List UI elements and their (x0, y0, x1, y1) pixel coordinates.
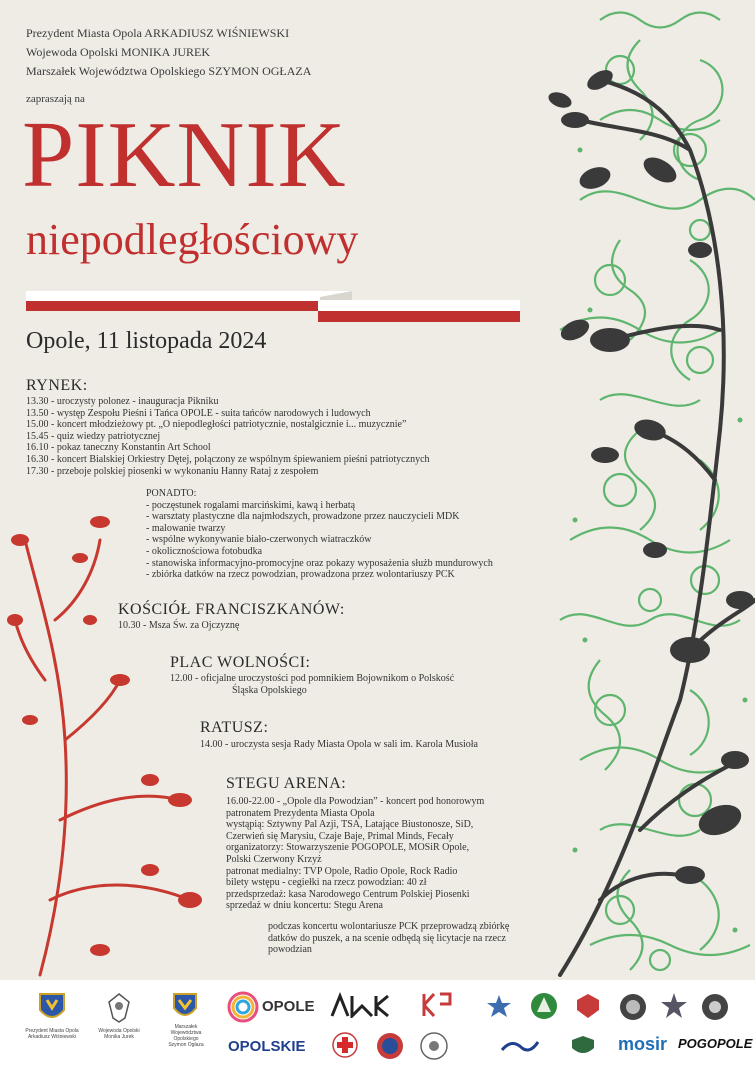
list-item: Polski Czerwony Krzyż (226, 853, 322, 865)
list-item: 17.30 - przeboje polskiej piosenki w wykonaniu Hanny Rataj z zespołem (26, 465, 319, 477)
plac-heading: PLAC WOLNOŚCI: (170, 654, 311, 671)
wave-logo-icon (500, 1036, 540, 1056)
list-item: 15.45 - quiz wiedzy patriotycznej (26, 430, 161, 442)
list-item: 14.00 - uroczysta sesja Rady Miasta Opola w sali im. Karola Musioła (200, 739, 478, 750)
list-item: - malowanie twarzy (146, 522, 226, 534)
ponadto-list (146, 488, 493, 581)
eagle-emblem-icon (105, 992, 133, 1024)
list-item: patronatem Prezydenta Miasta Opola (226, 807, 375, 819)
list-item: 15.00 - koncert młodzieżowy pt. „O niepodległości patriotycznie, nostalgicznie i... muzycznie” (26, 419, 407, 431)
place-date: Opole, 11 listopada 2024 (26, 328, 267, 354)
list-item: bilety wstępu - cegiełki na rzecz powodzian: 40 zł (226, 877, 427, 889)
page-title: PIKNIK (22, 103, 347, 207)
host-line: Wojewoda Opolski MONIKA JUREK (26, 45, 211, 59)
pogopole-logo-text[interactable]: POGOPOLE (678, 1036, 753, 1051)
fire-service-icon (575, 992, 601, 1020)
list-item: - okolicznościowa fotobudka (146, 545, 263, 557)
list-item: 12.00 - oficjalne uroczystości pod pomnikiem Bojownikom o Polskość (170, 673, 455, 684)
list-item: - warsztaty plastyczne dla najmłodszych, prowadzone przez nauczycieli MDK (146, 511, 460, 523)
note-line: podczas koncertu wolontariusze PCK przeprowadzą zbiórkę (268, 921, 510, 932)
ponadto-heading: PONADTO: (146, 488, 197, 499)
host-line: Marszałek Województwa Opolskiego SZYMON OGŁAZA (26, 64, 312, 78)
plac-list (170, 673, 454, 696)
opole-logo-text: OPOLE (262, 998, 315, 1015)
military-badge-icon (618, 992, 648, 1022)
rynek-heading: RYNEK: (26, 377, 88, 394)
list-item: Śląska Opolskiego (232, 684, 307, 696)
border-guard-star-icon (660, 992, 688, 1020)
list-item: - stanowiska informacyjno-promocyjne oraz pokazy wyposażenia służb mundurowych (146, 557, 493, 569)
list-item: 16.30 - koncert Bialskiej Orkiestry Dętej, połączony ze wspólnym śpiewaniem pieśni patriotycznych (26, 453, 430, 465)
mdk-logo-icon (330, 992, 400, 1018)
list-item: sprzedaż w dniu koncertu: Stegu Arena (226, 900, 383, 912)
police-seal-icon (376, 1032, 404, 1060)
list-item: 16.00-22.00 - „Opole dla Powodzian” - koncert pod honorowym (226, 796, 485, 807)
hosts-block (26, 24, 311, 81)
wojewoda-caption: Wojewoda Opolski Monika Jurek (98, 1028, 140, 1040)
host-line: Prezydent Miasta Opola ARKADIUSZ WIŚNIEWSKI (26, 26, 290, 40)
mosir-logo-text[interactable]: mosir (618, 1034, 668, 1054)
list-item: - zbiórka datków na rzecz powodzian, prowadzona przez wolontariuszy PCK (146, 569, 455, 581)
list-item: organizatorzy: Stowarzyszenie POGOPOLE, MOSiR Opole, (226, 842, 470, 854)
invite-text: zapraszają na (26, 93, 85, 105)
list-item: - wspólne wykonywanie biało-czerwonych wiatraczków (146, 534, 372, 546)
marszalek-caption: Marszałek Województwa Opolskiego Szymon Ogłaza (168, 1024, 204, 1048)
note-line: powodzian (268, 944, 312, 956)
red-cross-icon (332, 1032, 358, 1058)
forest-service-icon (530, 992, 558, 1020)
list-item: 13.50 - występ Zespołu Pieśni i Tańca OPOLE - suita tańców narodowych i ludowych (26, 407, 371, 419)
list-item: - poczęstunek rogalami marcińskimi, kawą i herbatą (146, 499, 356, 511)
stegu-heading: STEGU ARENA: (226, 775, 347, 792)
police-star-icon (486, 994, 512, 1020)
prezydent-caption: Prezydent Miasta Opola Arkadiusz Wiśniewski (25, 1028, 79, 1040)
list-item: 13.30 - uroczysty polonez - inauguracja Pikniku (26, 396, 219, 407)
opolskie-logo-text: OPOLSKIE (228, 1038, 306, 1055)
flag-ribbon (26, 291, 520, 322)
ratusz-heading: RATUSZ: (200, 719, 269, 736)
list-item: Czerwień się Marysiu, Czaje Baje, Primal Minds, Fecały (226, 830, 454, 842)
rynek-list (26, 396, 430, 477)
note-line: datków do puszek, a na scenie odbędą się licytacje na rzecz (268, 932, 506, 944)
ksp-logo-icon (420, 990, 460, 1020)
stegu-list (226, 796, 484, 912)
list-item: 10.30 - Msza Św. za Ojczyznę (118, 620, 240, 631)
voivodeship-crest-icon (172, 992, 198, 1022)
dark-branch (560, 80, 755, 975)
opole-city-crest-icon (38, 992, 66, 1024)
ratusz-list (200, 739, 478, 751)
stegu-note (268, 921, 509, 956)
opole-rainbow-logo-icon (226, 990, 260, 1024)
list-item: 16.10 - pokaz taneczny Konstantin Art School (26, 442, 211, 454)
page-subtitle: niepodległościowy (26, 215, 359, 264)
list-item: przedsprzedaż: kasa Narodowego Centrum Polskiej Piosenki (226, 888, 470, 900)
kosciol-heading: KOŚCIÓŁ FRANCISZKANÓW: (118, 601, 345, 618)
sponsor-logos-bar (0, 980, 755, 1080)
army-badge-icon (700, 992, 730, 1022)
green-shield-icon (570, 1034, 596, 1058)
list-item: patronat medialny: TVP Opole, Radio Opole, Rock Radio (226, 865, 458, 877)
list-item: wystąpią: Sztywny Pal Azji, TSA, Latające Biustonosze, SiD, (226, 819, 474, 831)
kosciol-list (118, 620, 239, 632)
eagle-seal-icon (420, 1032, 448, 1060)
